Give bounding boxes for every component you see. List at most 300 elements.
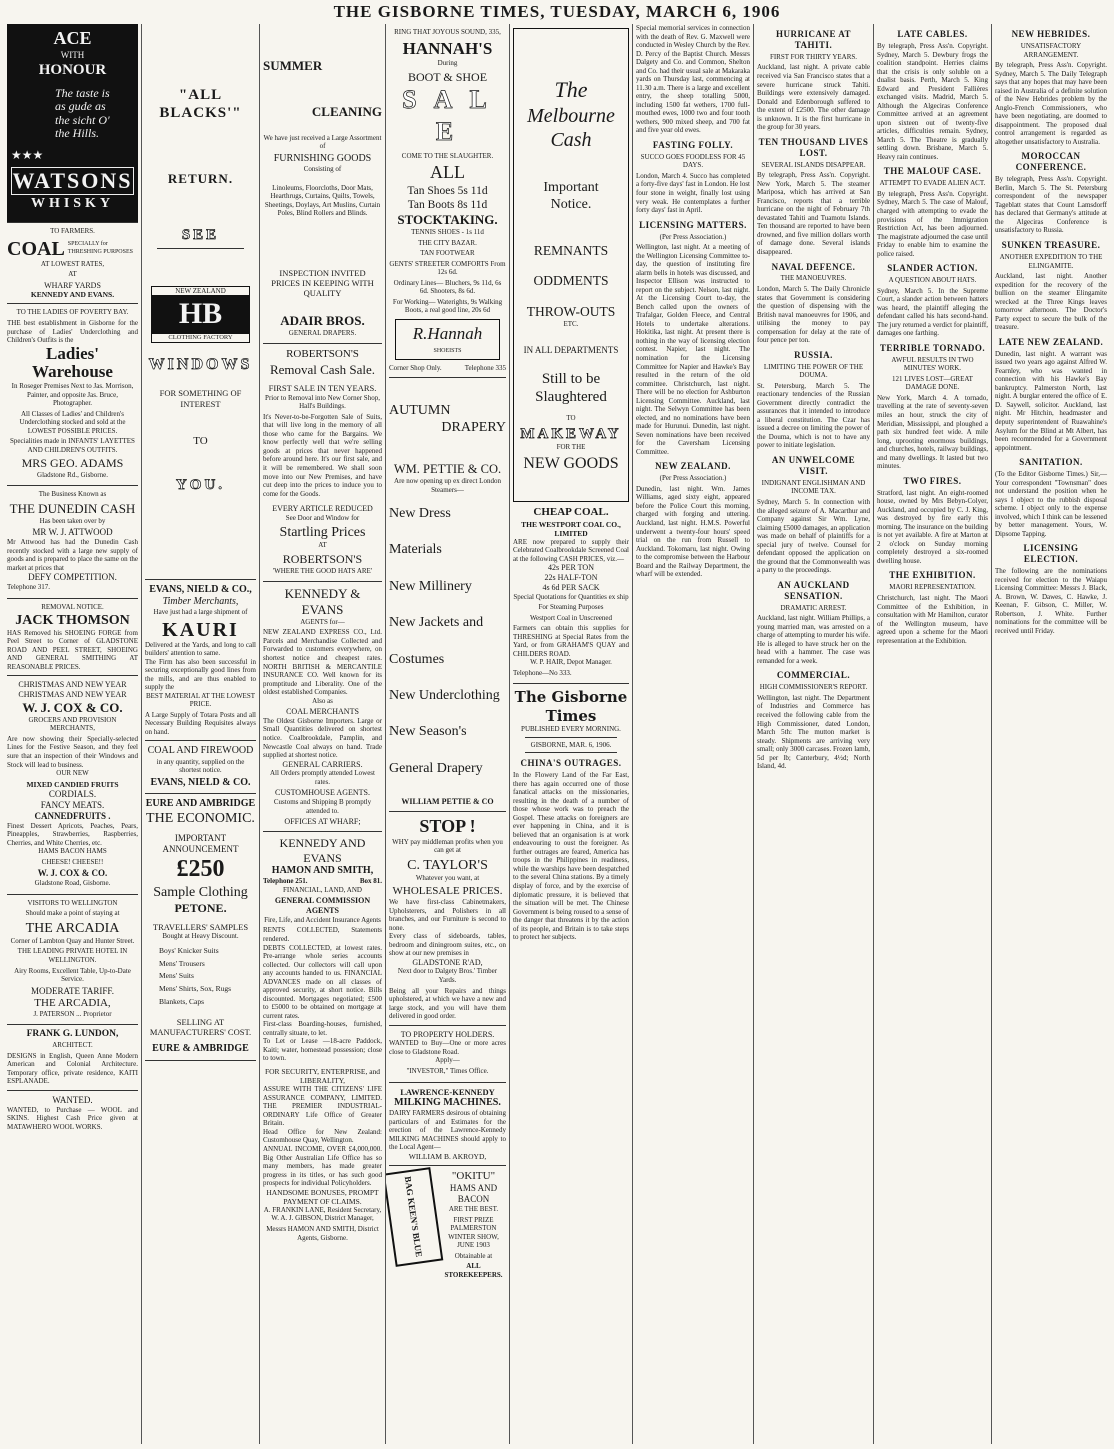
customhouse-agents: CUSTOMHOUSE AGENTS. bbox=[275, 788, 370, 798]
general-drapers: GENERAL DRAPERS. bbox=[288, 328, 357, 337]
slander-sub: A QUESTION ABOUT HATS. bbox=[888, 276, 977, 285]
cox-firm-2: W. J. COX & CO. bbox=[37, 868, 108, 879]
hamon-tel: Telephone 251. bbox=[263, 877, 308, 886]
removal-body: HAS Removed his SHOEING FORGE from Peel Street to Corner of GLADSTONE ROAD AND PEEL STREET, SHOEING AND GENERAL SMITHING AT REASONABLE PRICES. bbox=[7, 628, 138, 671]
kauri-heading: KAURI bbox=[162, 618, 239, 641]
hb-logo bbox=[151, 286, 250, 343]
arcadia-name-2: THE ARCADIA, bbox=[34, 996, 111, 1009]
price-ton: 42s PER TON bbox=[548, 563, 594, 573]
agencies-body: NEW ZEALAND EXPRESS CO., Ltd. Parcels and Merchandise Collected and Forwarded to customers everywhere, on shortest notice and cheapest rates. NORTH BRITISH & MERCANTILE INSURANCE CO. Well known for its promptitude and Liberality. One of the oldest established Companies. bbox=[263, 628, 382, 697]
see-door: See Door and Window for bbox=[285, 513, 360, 522]
slander-heading: SLANDER ACTION. bbox=[887, 263, 978, 274]
xmas-line-1: CHRISTMAS AND NEW YEAR bbox=[18, 680, 127, 690]
hannahs-heading: HANNAH'S bbox=[402, 38, 493, 58]
for-the: FOR THE bbox=[556, 443, 586, 452]
column-3 bbox=[260, 24, 386, 1444]
see-heading: SEE bbox=[181, 227, 220, 244]
pettie-heading-2: WILLIAM PETTIE & CO bbox=[401, 797, 494, 807]
milking-machines: MILKING MACHINES. bbox=[394, 1096, 501, 1108]
drapery-line: New Season's General Drapery bbox=[389, 724, 483, 776]
cox-address: Gladstone Road, Gisborne. bbox=[34, 879, 111, 888]
customs-body: Customs and Shipping B promptly attended to. bbox=[273, 798, 372, 815]
tan-footwear: TAN FOOTWEAR bbox=[420, 249, 475, 258]
naval-body: London, March 5. The Daily Chronicle states that Government is considering the question of dispensing with the British naval manoeuvres for 1906, and utilising the money to pay compensation for delay at the rate of four pence per ton. bbox=[757, 285, 870, 345]
price-half-ton: 22s HALF-TON bbox=[544, 573, 598, 583]
economic-ad bbox=[145, 794, 256, 1061]
larkin-line: A. FRANKIN LANE, Resident Secretary, W. A. J. GIBSON, District Manager, bbox=[263, 1205, 382, 1223]
westport-unscreened: Westport Coal in Unscreened bbox=[529, 613, 613, 622]
why-pay: WHY pay middleman profits when you can get at bbox=[392, 837, 503, 855]
licensing-body: Wellington, last night. At a meeting of the Wellington Licensing Committee to-day, the question of instituting fire alarm bells in hotels was discussed, and Inspector Ellison was instructed to report on the subject. Nelson, last night. At the Licensing Court to-day, the Bench called upon the owners of Trafalgar, Golden Fleece, and Central Hotels to undertake alterations. Hokitika, last night. At present there is nothing in the way of licensing election contest. Napier, last night. The nomination for the Licensing Committee for Napier and Hawke's Bay resulted in the return of the old committee. Christchurch, last night. There will be no election for Ashburton Licensing Committee. Auckland, last night. The Selwyn Committee has been elected, and no nominations have been made for Hurunui. Dunedin, last night. Seven nominations have been received for the Caversham Licensing Committee. bbox=[636, 243, 750, 456]
malouf-sub: ATTEMPT TO EVADE ALIEN ACT. bbox=[879, 179, 986, 188]
ladies-body: THE best establishment in Gisborne for the purchase of Ladies' Underclothing and Children's Outfits is the bbox=[7, 319, 138, 345]
ladies-owner-address: Gladstone Rd., Gisborne. bbox=[37, 470, 108, 479]
hannah-signature-name: R.Hannah bbox=[412, 324, 483, 344]
debts-collected: DEBTS COLLECTED, at lowest rates. Pre-arrange whole series accounts collected. Our collectors will call upon any accounts handed to us. FINANCIAL ADVANCES made on all classes of approved security, at short notice. Bills discounted. Mortgages negotiated; £500 to £5000 to be obtained on mortgage at current rates. bbox=[263, 943, 382, 1020]
important-label: Important bbox=[543, 179, 599, 195]
sample-clothing: Sample Clothing bbox=[153, 885, 248, 901]
summer-heading: SUMMER bbox=[263, 58, 323, 73]
melbourne-cash-ad bbox=[513, 28, 629, 502]
column-8 bbox=[874, 24, 992, 1444]
cox-body: Are now showing their Specially-selected Lines for the Festive Season, and they feel sure that an inspection of their Windows and Stock will lead to business. bbox=[7, 734, 138, 769]
coal-firewood: COAL AND FIREWOOD bbox=[147, 745, 254, 757]
okitu-heading: "OKITU" bbox=[451, 1169, 496, 1182]
fasting-body: London, March 4. Succo has completed a forty-five days' fast in London. He lost four stone in weight, finally lost using very weak. He contemplates a further forty days' fast in April. bbox=[636, 171, 750, 215]
okitu-ad bbox=[441, 1170, 506, 1280]
dunedin-taken: Has been taken over by bbox=[39, 516, 106, 525]
evans-nield-ad bbox=[145, 580, 256, 742]
oddments: ODDMENTS bbox=[533, 273, 609, 289]
exhibition-heading: THE EXHIBITION. bbox=[889, 570, 976, 581]
consisting-label: Consisting of bbox=[303, 164, 342, 173]
westport-farmers: Farmers can obtain this supplies for THRESHING at Special Rates from the Yard, or from GRAHAM'S QUAY and CHILDERS ROAD. bbox=[513, 624, 629, 658]
milking-machines-ad bbox=[389, 1083, 506, 1166]
gents-comforts: GENTS' STREETER COMFORTS From 12s 6d. bbox=[389, 259, 506, 277]
first-sale: FIRST SALE IN TEN YEARS. bbox=[268, 383, 377, 394]
hebrides-body: By telegraph, Press Ass'n. Copyright. Sydney, March 5. The Daily Telegraph says that any hopes that may have been raised in Australia of a definite solution of the New Hebrides problem by the Anglo-French Commissioners, who have been negotiating, are doomed to disappointment. The proposed dual control arrangement is regarded as altogether unsatisfactory to Australia. bbox=[995, 61, 1107, 146]
sale-heading: S A L E bbox=[402, 85, 493, 147]
all-departments: IN ALL DEPARTMENTS bbox=[523, 344, 619, 355]
hebrides-heading: NEW HEBRIDES. bbox=[1011, 29, 1091, 39]
boot-shoe: BOOT & SHOE bbox=[407, 69, 488, 84]
prior-removal: Prior to Removal into New Corner Shop, Hall's Buildings. bbox=[265, 393, 380, 411]
coal-ad bbox=[7, 223, 138, 304]
cox-firm: W. J. COX & CO. bbox=[22, 699, 123, 715]
clothing-item: Blankets, Caps bbox=[159, 996, 204, 1006]
auckland-body: Auckland, last night. William Phillips, a young married man, was arrested on a charge of attempting to murder his wife. He is alleged to have struck her on the head with a hammer. The case was remanded for a week. bbox=[757, 614, 870, 665]
steaming-purposes: For Steaming Purposes bbox=[538, 603, 604, 612]
special-quotations: Special Quotations for Quantities ex ship bbox=[513, 592, 629, 601]
taylor-repairs: Being all your Repairs and things upholstered, at which we have a new and large stock, and you will have them delivered in good order. bbox=[389, 986, 506, 1021]
tan-boots: Tan Boots 8s 11d bbox=[407, 199, 488, 212]
remnants: REMNANTS bbox=[533, 242, 609, 258]
china-heading: CHINA'S OUTRAGES. bbox=[520, 758, 622, 769]
evans-title: Timber Merchants, bbox=[162, 595, 239, 607]
eure-ambridge-2: EURE & AMBRIDGE bbox=[152, 1043, 249, 1055]
unwelcome-body: Sydney, March 5. In connection with the alleged seizure of A. Macarthur and Company against Sir Wm. Lyne, claiming £5000 damages, an application was made on behalf of plaintiffs for a special jury of twelve. Counsel for defendant opposed the application on the ground that the Commonwealth was a party to the proceedings. bbox=[757, 498, 870, 575]
farmers-heading: TO FARMERS. bbox=[50, 227, 95, 235]
clothing-item: Mens' Suits bbox=[159, 971, 194, 981]
gladstone-road: GLADSTONE R'AD, bbox=[412, 957, 483, 967]
you-heading: YOU. bbox=[175, 477, 226, 494]
come-slaughter: COME TO THE SLAUGHTER. bbox=[401, 151, 494, 160]
carriers-body: All Orders promptly attended Lowest rates. bbox=[270, 769, 375, 786]
during-label: During bbox=[437, 59, 458, 68]
annual-income: ANNUAL INCOME, OVER £4,000,000. Big Other Australian Life Office has so many members, has made greater progress in its titles, or has such good prospects for individual Policyholders. bbox=[263, 1144, 382, 1188]
general-carriers: GENERAL CARRIERS. bbox=[282, 759, 363, 769]
tornado-sub: AWFUL RESULTS IN TWO MINUTES' WORK. bbox=[891, 355, 974, 373]
property-investor: "INVESTOR," Times Office. bbox=[406, 1066, 489, 1075]
with-label: WITH bbox=[60, 49, 85, 60]
slaughtered: Slaughtered bbox=[535, 388, 607, 405]
robertson-heading: ROBERTSON'S bbox=[286, 348, 359, 361]
wanted-title: WANTED. bbox=[52, 1094, 93, 1105]
opening-line: Are now opening up ex direct London Steamers— bbox=[394, 477, 501, 494]
furnishing-list: Linoleums, Floorcloths, Door Mats, Hearthrugs, Curtains, Quilts, Towels, Sheetings, Doylays, Art Muslins, Curtain Poles, Blind Rollers and Blinds. bbox=[264, 183, 381, 218]
windows-heading: WINDOWS bbox=[148, 355, 253, 373]
property-holders: TO PROPERTY HOLDERS. bbox=[400, 1029, 495, 1039]
cox-grocers: GROCERS AND PROVISION MERCHANTS, bbox=[28, 715, 117, 733]
fire-agents: Fire, Life, and Accident Insurance Agents bbox=[264, 915, 381, 924]
fires-heading: TWO FIRES. bbox=[903, 475, 962, 486]
arcadia-should: Should make a point of staying at bbox=[25, 909, 120, 918]
column-6 bbox=[633, 24, 754, 1444]
dunedin-title: THE DUNEDIN CASH bbox=[9, 500, 136, 516]
good-hats: 'WHERE THE GOOD HATS ARE' bbox=[272, 566, 373, 575]
property-wanted: WANTED to Buy—One or more acres close to Gladstone Road. bbox=[389, 1039, 506, 1056]
exhibition-sub: MAORI REPRESENTATION. bbox=[889, 583, 976, 592]
ladies-warehouse-title: Ladies' Warehouse bbox=[32, 343, 113, 382]
removal-title: REMOVAL NOTICE. bbox=[41, 602, 104, 611]
clothing-item: Mens' Shirts, Sox, Rugs bbox=[159, 984, 231, 994]
naval-sub: THE MANOEUVRES. bbox=[780, 274, 847, 283]
missions-body: Special memorial services in connection with the death of Rev. G. Maxwell were conducted in Wesley Church by the Rev. D. Percy of the Baptist Church. Messrs Dalgety and Co. and Common, Shelton and Co. had their usual sale at Makaraka yards on Thursday last, commencing at 11.30 a.m. There is a large and excellent entry, the sheep totalling 5000, including 1500 fat wethers, 1700 full-mouthed ewes, 1000 two and four tooth wethers, 900 mixed sheep, and 700 fat and five year old ewes. bbox=[636, 24, 750, 135]
column-1 bbox=[4, 24, 142, 1444]
hurricane-sub: FIRST FOR THIRTY YEARS. bbox=[769, 52, 858, 61]
election-heading: LICENSING ELECTION. bbox=[1023, 543, 1079, 565]
whisky-brand: WHISKY bbox=[30, 196, 115, 212]
westport-coal-ad bbox=[513, 502, 629, 684]
hannah-tel: Telephone 335 bbox=[464, 364, 506, 373]
announcement-label: ANNOUNCEMENT bbox=[162, 844, 239, 855]
removal-cash-sale: Removal Cash Sale. bbox=[269, 361, 376, 377]
tan-shoes: Tan Shoes 5s 11d bbox=[407, 185, 488, 198]
lundon-body: DESIGNS in English, Queen Anne Modern American and Colonial Architecture. Temporary office, private residence, KAITI ESPLANADE. bbox=[7, 1051, 138, 1086]
coal-merchants: COAL MERCHANTS bbox=[286, 707, 359, 717]
hurricane-body: Auckland, last night. A private cable received via San Francisco states that a severe hurricane struck Tahiti. Buildings were extensively damaged. Donald and Edenborough suffered to the extent of £2500. The other damage is unknown. It is the first hurricane in the group for 30 years. bbox=[757, 63, 870, 132]
late-cables-heading: LATE CABLES. bbox=[897, 29, 968, 39]
clothing-item: Boys' Knicker Suits bbox=[159, 945, 219, 955]
shoeists-label: SHOEISTS bbox=[433, 347, 462, 354]
russia-heading: RUSSIA. bbox=[794, 349, 833, 360]
unwelcome-heading: AN UNWELCOME VISIT. bbox=[771, 455, 856, 476]
at-label: AT bbox=[318, 541, 327, 550]
honour-label: HONOUR bbox=[38, 61, 107, 78]
property-ad bbox=[389, 1026, 506, 1083]
late-nz-body: Dunedin, last night. A warrant was issued two years ago against Alfred W. Fearnley, who was wanted in connection with his Hawke's Bay bankruptcy. Palmerston North, last night. A burglar entered the office of E. D. Saywell, solicitor. Auckland, last night. Mr Hitchin, headmaster and deputy superintendent of Ruawahine's Asylum for the Blind at Mt Albert, has been recommended for a Government appointment. bbox=[995, 349, 1107, 452]
also-as: Also as bbox=[312, 696, 333, 705]
column-9 bbox=[992, 24, 1110, 1444]
arcadia-address: Corner of Lambton Quay and Hunter Street. bbox=[10, 936, 135, 945]
okitu-hams: HAMS AND BACON bbox=[449, 1183, 498, 1205]
ladies-intro: TO THE LADIES OF POVERTY BAY. bbox=[16, 308, 129, 317]
licensing-heading: LICENSING MATTERS. bbox=[639, 219, 747, 230]
evans-body: Delivered at the Yards, and long to call builders' attention to same. bbox=[145, 640, 256, 658]
drapery-line: New Jackets and Costumes bbox=[389, 615, 484, 667]
agents-for: AGENTS for— bbox=[300, 617, 345, 626]
nz-assoc: (Per Press Association.) bbox=[659, 474, 727, 483]
akroyd-name: WILLIAM B. AKROYD, bbox=[408, 1151, 487, 1161]
china-body: In the Flowery Land of the Far East, there has again occurred one of those fanatical attacks on the missionaries, resulting in the death of a number of those whose work was to preach the Gospel. These attacks on foreigners are ever happening in China, and it is believed that an organisation is at work endeavouring to oust the foreigner. As further outrages are feared, America has troops in the Philippines in readiness, while the warships have been despatched to the several China stations. By a timely display of force, and by the exercise of diplomatic pressure, it is believed that the situation will be met. The Chinese Government is being roused to a sense of the danger that threatens it by the action of its people, and Britain is to take steps to protect her subjects. bbox=[513, 771, 629, 942]
ten-thousand-heading: TEN THOUSAND LIVES LOST. bbox=[758, 136, 869, 158]
startling-prices: Startling Prices bbox=[279, 525, 366, 541]
city-bazar: THE CITY BAZAR. bbox=[418, 238, 477, 247]
fires-body: Stratford, last night. An eight-roomed house, owned by Mrs Bebyn-Colyer, Auckland, and occupied by C. J. King, was destroyed by fire early this morning. The insurance on the building is not yet available. A fire at Marton at 2 o'clock on Sunday morning completely destroyed a six-roomed dwelling house. bbox=[877, 488, 988, 565]
eure-ambridge: EURE AND AMBRIDGE bbox=[145, 797, 256, 809]
evans-firm: The Firm has also been successful in securing exceptionally good lines from the mills, and are thus enabled to supply the bbox=[145, 657, 256, 692]
tornado-body: New York, March 4. A tornado, travelling at the rate of seventy-seven miles an hour, struck the city of Meridian, Mississippi, and ploughed a path six hundred feet wide. A mile long, uprooting enormous buildings, and churches, hotels, railway buildings, and many dwellings. It lasted but two minutes. bbox=[877, 393, 989, 471]
ten-thousand-sub: SEVERAL ISLANDS DISAPPEAR. bbox=[761, 160, 866, 169]
slander-body: Sydney, March 5. In the Supreme Court, a slander action between hatters was heard, the plaintiff alleging the defendant called his hats second-hand. The jury returned a verdict for plaintiff, damages one farthing. bbox=[877, 286, 988, 338]
dairy-body: DAIRY FARMERS desirous of obtaining particulars of and Estimates for the erection of the Lawrence-Kennedy MILKING MACHINES should apply to the Local Agent— bbox=[389, 1109, 506, 1152]
coal-firewood-sub: in any quantity, supplied on the shortest notice. bbox=[156, 757, 245, 775]
evans-name: EVANS, NIELD & CO., bbox=[149, 583, 252, 595]
late-cables-body: By telegraph, Press Ass'n. Copyright. Sydney, March 5. Dewbury frogs the coalition standpoint. Herries claims that the crisis is only soluble on a dualist basis. Perth, March 5. King Edward and President Fallières exchanged visits. Madrid, March 5. Although the Algeciras Conference Committee arrived at an agreement upon sixteen out of twenty-five articles, difficulties remain. Sydney, March 5. The Theatre is gradually settling down. Brisbane, March 5. Heavy rain continues. bbox=[877, 41, 988, 161]
petone-label: PETONE. bbox=[174, 901, 227, 916]
slogan: The taste is as gude as the sicht O' the Hills. bbox=[55, 86, 110, 140]
travellers-samples: TRAVELLERS' SAMPLES bbox=[152, 922, 249, 933]
column-2 bbox=[142, 24, 260, 1444]
lundon-ad bbox=[7, 1025, 138, 1090]
naval-heading: NAVAL DEFENCE. bbox=[771, 261, 856, 272]
hurricane-heading: HURRICANE AT TAHITI. bbox=[775, 29, 852, 50]
column-5 bbox=[510, 24, 633, 1444]
column-7 bbox=[754, 24, 874, 1444]
wholesale-prices: WHOLESALE PRICES. bbox=[392, 884, 503, 897]
fasting-sub: SUCCO GOES FOODLESS FOR 45 DAYS. bbox=[640, 152, 746, 170]
jack-thomson: JACK THOMSON bbox=[15, 613, 130, 629]
cox-ham: HAMS BACON HAMS bbox=[38, 847, 107, 856]
morocco-heading: MOROCCAN CONFERENCE. bbox=[1015, 151, 1087, 173]
commercial-heading: COMMERCIAL. bbox=[776, 670, 851, 681]
late-nz-heading: LATE NEW ZEALAND. bbox=[998, 336, 1104, 347]
ladies-owner: MRS GEO. ADAMS bbox=[21, 456, 124, 471]
okitu-best: ARE THE BEST. bbox=[448, 1205, 499, 1214]
hamon-smith-ad bbox=[263, 832, 382, 1248]
drapery-line: New Millinery bbox=[389, 578, 472, 594]
stop-heading: STOP ! bbox=[419, 815, 476, 836]
head-office: Head Office for New Zealand: Customhouse Quay, Wellington. bbox=[263, 1127, 382, 1145]
watsons-whisky-ad bbox=[7, 24, 138, 223]
working-lines: For Working— Waterights, 9s Walking Boots, a real good line, 20s 6d bbox=[392, 297, 503, 315]
lawrence-kennedy: LAWRENCE-KENNEDY bbox=[400, 1086, 495, 1097]
drapery-line: New Dress Materials bbox=[389, 506, 451, 558]
rents-collected: RENTS COLLECTED, Statements rendered. bbox=[263, 926, 382, 944]
melbourne-heading: Melbourne bbox=[527, 104, 615, 127]
kennedy-firm: KENNEDY AND EVANS. bbox=[30, 290, 115, 300]
arcadia-visitors: VISITORS TO WELLINGTON bbox=[27, 898, 118, 907]
summer-body: We have just received a Large Assortment of bbox=[263, 133, 382, 151]
masthead: THE GISBORNE TIMES, TUESDAY, MARCH 6, 1906 bbox=[333, 2, 781, 21]
tornado-sub-2: 121 LIVES LOST—GREAT DAMAGE DONE. bbox=[892, 374, 973, 392]
wanted-ad bbox=[7, 1091, 138, 1136]
evans-best: BEST MATERIAL AT THE LOWEST PRICE. bbox=[145, 691, 256, 709]
inspection-invited: INSPECTION INVITED bbox=[279, 267, 366, 278]
cheap-coal: CHEAP COAL. bbox=[533, 506, 609, 519]
makeway: MAKEWAY bbox=[520, 425, 622, 442]
new-goods: NEW GOODS bbox=[523, 454, 619, 472]
watsons-brand: WATSONS bbox=[11, 167, 134, 196]
lundon-title: ARCHITECT. bbox=[52, 1041, 93, 1050]
taylor-every: Every class of sideboards, tables, bedroom and diningroom suites, etc., on show at our new premises in bbox=[389, 932, 506, 958]
hannah-sale-ad bbox=[389, 24, 506, 378]
throw-outs: THROW-OUTS bbox=[526, 303, 616, 319]
editorial-date: GISBORNE, MAR. 6, 1906. bbox=[530, 740, 612, 749]
auckland-heading: AN AUCKLAND SENSATION. bbox=[777, 579, 850, 601]
stars-icon: ★★★ bbox=[11, 147, 44, 162]
removal-notice-ad bbox=[7, 599, 138, 677]
taylor-heading: C. TAYLOR'S bbox=[407, 857, 488, 873]
hamon-agents: Messrs HAMON AND SMITH, District Agents, Gisborne. bbox=[266, 1224, 379, 1242]
hc-body: Wellington, last night. The Department of Industries and Commerce has received the following cable from the High Commissioner, dated London, March 5th: The mutton market is steady. Shipments are arriving very small; only 3000 carcases. Frozen lamb, 5d per lb; Canterbury, 4½d; North Island, 4d. bbox=[757, 693, 870, 771]
election-body: The following are the nominations received for election to the Waiapu Licensing Committee: Messrs J. Black, A. Brown, W. Dawes, C. Hawke, J. Keenan, F. Gibson, C. Miller, W. Robertson, J. White. Further nominations for the committee will be received until Friday. bbox=[995, 567, 1107, 635]
arcadia-service: Airy Rooms, Excellent Table, Up-to-Date Service. bbox=[14, 966, 131, 984]
ace-label: ACE bbox=[53, 28, 92, 48]
hb-logo-top: NEW ZEALAND bbox=[152, 287, 249, 297]
gisborne-times-title: The Gisborne Times bbox=[514, 688, 628, 725]
property-apply: Apply— bbox=[435, 1056, 460, 1065]
cash-heading: Cash bbox=[550, 129, 592, 152]
hc-heading: HIGH COMMISSIONER'S REPORT. bbox=[759, 683, 868, 692]
arcadia-tariff: MODERATE TARIFF. bbox=[31, 985, 114, 996]
russia-sub: LIMITING THE POWER OF THE DOUMA. bbox=[763, 362, 864, 380]
russia-body: St. Petersburg, March 5. The reactionary tendencies of the Russian Government directly contradict the assurances that it intended to introduce a liberal constitution. The Czar has issued a decree on limiting the power of the Douma, which is not to have any power to initiate legislation. bbox=[757, 381, 870, 450]
pettie-drapery-ad bbox=[389, 378, 506, 812]
dunedin-intro: The Business Known as bbox=[38, 490, 107, 499]
dunedin-tel: Telephone 317. bbox=[7, 583, 51, 592]
tornado-heading: TERRIBLE TORNADO. bbox=[879, 342, 986, 353]
to-label: TO bbox=[566, 414, 576, 423]
okitu-storekeepers: ALL STOREKEEPERS. bbox=[444, 1262, 503, 1279]
selling-at-cost: SELLING AT MANUFACTURERS' COST. bbox=[149, 1016, 252, 1038]
hamon-smith: HAMON AND SMITH, bbox=[271, 865, 374, 877]
cox-fancy: FANCY MEATS. bbox=[40, 799, 105, 810]
adair-bros: ADAIR BROS. bbox=[280, 312, 365, 328]
arcadia-proprietor: J. PATERSON ... Proprietor bbox=[33, 1009, 112, 1018]
drapery-heading: DRAPERY bbox=[441, 419, 506, 435]
cox-ad bbox=[7, 676, 138, 894]
hb-logo-mark: HB bbox=[152, 296, 249, 333]
important-label: IMPORTANT bbox=[174, 833, 227, 844]
hebrides-sub: UNSATISFACTORY ARRANGEMENT. bbox=[1020, 41, 1082, 59]
lundon-name: FRANK G. LUNDON, bbox=[26, 1029, 119, 1040]
cox-cheese: CHEESE! CHEESE!! bbox=[41, 857, 104, 866]
hannah-signature bbox=[395, 319, 500, 360]
pettie-heading: WM. PETTIE & CO. bbox=[393, 461, 502, 476]
drapery-line: New Underclothing bbox=[389, 688, 500, 704]
malouf-body: By telegraph, Press Ass'n. Copyright. Sydney, March 5. The case of Malouf, charged with attempting to evade the provisions of the Immigration Restriction Act, has been adjourned. The magistrate adjourned the case until Friday to enable him to examine the police raised. bbox=[877, 189, 988, 258]
paddock-to-let: To Let or Lease —18-acre Paddock, Kaiti; water, homestead possession; close to town. bbox=[263, 1037, 382, 1063]
morocco-body: By telegraph, Press Ass'n. Copyright. Berlin, March 5. The St. Petersburg correspondent of the newspaper Tageblatt states that Count Lamsdorff has declared that Germany's attitude at the Algeciras Conference is unsatisfactory to Russia. bbox=[995, 175, 1107, 235]
robertson-removal-ad bbox=[263, 344, 382, 582]
sunken-body: Auckland, last night. Another expedition for the recovery of the bullion on the steamer Elingamite wrecked at the Three Kings leaves tomorrow afternoon. The Doctor's Party expect to secure the bulk of the treasure. bbox=[995, 272, 1107, 332]
ordinary-lines: Ordinary Lines— Bluchers, 9s 11d, 6s 6d. Shooters, 8s 6d. bbox=[393, 278, 502, 296]
bonuses-line: HANDSOME BONUSES, PROMPT PAYMENT OF CLAIMS. bbox=[266, 1187, 379, 1206]
unwelcome-sub: INDIGNANT ENGLISHMAN AND INCOME TAX. bbox=[761, 478, 866, 496]
wharf-yards: WHARF YARDS bbox=[44, 280, 101, 290]
hb-logo-bottom: CLOTHING FACTORY bbox=[152, 333, 249, 342]
evans-totara: A Large Supply of Totara Posts and all Necessary Building Requisites always on hand. bbox=[145, 710, 256, 736]
dunedin-owner: MR W. J. ATTWOOD bbox=[32, 527, 113, 538]
coal-rates: AT LOWEST RATES, bbox=[40, 259, 105, 268]
to-line: TO bbox=[193, 435, 208, 448]
coal-heading: COAL bbox=[7, 237, 65, 260]
price-sack: 4s 6d PER SACK bbox=[542, 582, 600, 592]
boarding-houses: First-class Boarding-houses, furnished, centrally situate, to let. bbox=[263, 1020, 382, 1037]
all-heading: ALL bbox=[430, 162, 465, 183]
robertsons-heading: ROBERTSON'S bbox=[282, 551, 363, 566]
robertson-body: It's Never-to-be-Forgotten Sale of Suits, that will live long in the memory of all those who came for the Bargains. We know perfectly well that we're selling goods at prices that never happened before around here. It's our first sale, and it will be remembered. We shall soon move into our New Premises, and have cut deep into the prices to induce you to come for the Goods. bbox=[263, 412, 382, 498]
keens-blue-ad bbox=[386, 1167, 443, 1267]
malouf-heading: THE MALOUF CASE. bbox=[883, 166, 982, 177]
citizens-life: ASSURE WITH THE CITIZENS' LIFE ASSURANCE COMPANY, LIMITED. THE PREMIER INDUSTRIAL-ORDINARY Life Office of Greater Britain. bbox=[263, 1085, 382, 1128]
etc-label: ETC. bbox=[563, 320, 579, 329]
cleaning-heading: CLEANING bbox=[311, 103, 382, 119]
something-line: FOR SOMETHING OF INTEREST bbox=[159, 388, 242, 409]
cox-canned: CANNEDFRUITS . bbox=[34, 810, 111, 821]
kennedy-evans-2: KENNEDY AND EVANS bbox=[279, 835, 366, 865]
offices-wharf: OFFICES AT WHARF; bbox=[284, 817, 361, 827]
coal-at: AT bbox=[68, 270, 77, 279]
arcadia-leading: THE LEADING PRIVATE HOTEL IN WELLINGTON. bbox=[17, 947, 128, 964]
coal-firewood-ad bbox=[145, 741, 256, 793]
furnishing-goods: FURNISHING GOODS bbox=[273, 152, 372, 164]
kennedy-evans: KENNEDY & EVANS bbox=[284, 586, 361, 617]
ten-thousand-body: By telegraph, Press Ass'n. Copyright. New York, March 5. The steamer Mariposa, which has arrived at San Francisco, reports that a terrible hurricane on the night of February 7th devastated Tahiti and Tuamotu Islands. Ten thousand are reported to have been drowned, and five million dollars worth of damage done. Several islands disappeared. bbox=[757, 171, 870, 256]
coal-note: SPECIALLY for THRESHING PURPOSES bbox=[67, 241, 133, 255]
evans-name-2: EVANS, NIELD & CO. bbox=[150, 776, 251, 788]
ring-line: RING THAT JOYOUS SOUND, 335, bbox=[394, 28, 501, 36]
arcadia-ad bbox=[7, 895, 138, 1026]
column-4 bbox=[386, 24, 510, 1444]
westport-company: THE WESTPORT COAL CO., LIMITED bbox=[521, 519, 621, 538]
prices-quality: PRICES IN KEEPING WITH QUALITY bbox=[271, 277, 374, 299]
dunedin-defy: DEFY COMPETITION. bbox=[28, 572, 117, 583]
licensing-assoc: (Per Press Association.) bbox=[659, 232, 727, 241]
kennedy-evans-ad bbox=[263, 582, 382, 832]
depot-manager: W. P. HAIR, Depot Manager. bbox=[530, 658, 612, 667]
tennis-shoes: TENNIS SHOES - 1s 11d bbox=[411, 228, 484, 237]
financial-label: FINANCIAL, LAND, AND bbox=[283, 885, 362, 894]
sunken-sub: ANOTHER EXPEDITION TO THE ELINGAMITE. bbox=[999, 252, 1103, 270]
published-every-morning: PUBLISHED EVERY MORNING. bbox=[521, 725, 621, 734]
cox-fruits: MIXED CANDIED FRUITS bbox=[26, 779, 119, 789]
sanitation-body: (To the Editor Gisborne Times.) Sir,—Your correspondent "Townsman" does not understand the position when he says I object to the rubbish disposal scheme. I object only to the expense involved, which I think can be lessened by better management. Yours, W. Dipsome Tapping. bbox=[995, 470, 1107, 538]
still-to-be: Still to be bbox=[541, 370, 601, 387]
ladies-address: In Roseger Premises Next to Jas. Morrison, Painter, and opposite Jas. Bruce, Photographer. bbox=[11, 381, 134, 408]
cox-cordials: CORDIALS. bbox=[48, 788, 97, 799]
return-heading: RETURN. bbox=[167, 170, 234, 186]
arcadia-name: THE ARCADIA bbox=[25, 920, 120, 936]
notice-label: Notice. bbox=[550, 196, 592, 212]
clothing-item: Mens' Trousers bbox=[159, 958, 205, 968]
dunedin-cash-ad bbox=[7, 486, 138, 599]
exhibition-body: Christchurch, last night. The Maori Committee of the Exhibition, in consultation with Mr Hamilton, curator of the Wellington museum, have agreed upon a scheme for the Maori representation at the Exhibition. bbox=[877, 593, 988, 645]
every-article: EVERY ARTICLE REDUCED bbox=[272, 504, 373, 514]
taylor-ad bbox=[389, 812, 506, 1026]
wanted-body: WANTED, to Purchase — WOOL and SKINS. Highest Cash Price given at MATAWHERO WOOL WORKS. bbox=[7, 1105, 138, 1131]
